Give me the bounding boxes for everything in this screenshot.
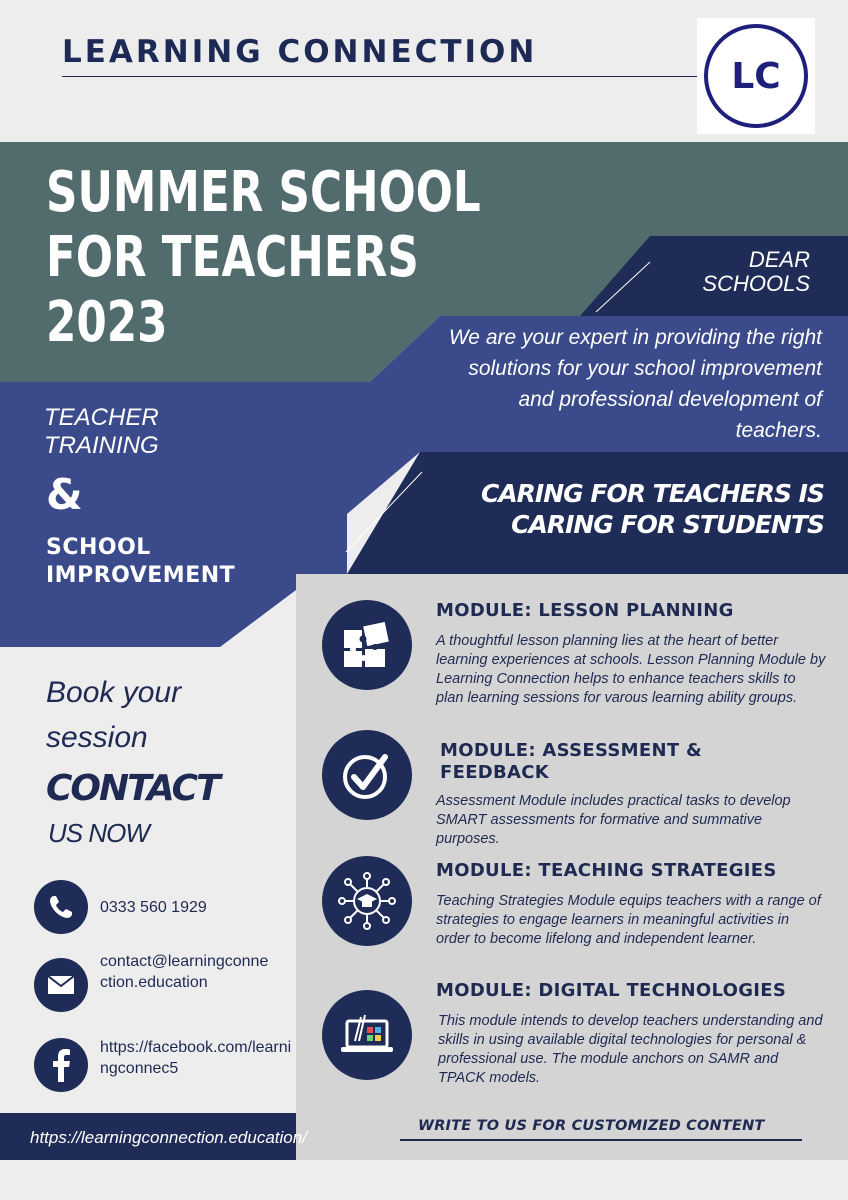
contact-heading: CONTACT xyxy=(46,768,219,809)
email-address[interactable]: contact@learningconnection.education xyxy=(100,953,269,991)
footer-underline xyxy=(400,1139,802,1141)
laptop-icon xyxy=(322,990,412,1080)
book-your-session xyxy=(46,670,286,760)
checkmark-icon xyxy=(322,730,412,820)
graduation-network-icon xyxy=(322,856,412,946)
intro-text: We are your expert in providing the right solutions for your school improvement and professional development of teachers. xyxy=(448,326,822,442)
phone-number[interactable]: 0333 560 1929 xyxy=(100,899,207,916)
hero-title xyxy=(46,160,481,355)
logo: LC xyxy=(704,24,808,128)
school-improvement-line: IMPROVEMENT xyxy=(46,563,236,588)
book-line: Book your xyxy=(46,676,182,709)
write-to-us: WRITE TO US FOR CUSTOMIZED CONTENT xyxy=(418,1118,765,1134)
school-improvement xyxy=(46,534,235,590)
module-title: MODULE: ASSESSMENT & FEEDBACK xyxy=(440,740,702,783)
module-description: Assessment Module includes practical tasks to develop SMART assessments for formative and summative purposes. xyxy=(436,793,791,847)
facebook-link[interactable]: https://facebook.com/learningconnec5 xyxy=(100,1039,292,1077)
module-title: MODULE: LESSON PLANNING xyxy=(436,600,734,621)
caring-line: CARING FOR STUDENTS xyxy=(511,510,824,539)
teacher-training xyxy=(44,404,264,460)
dear-schools xyxy=(700,248,810,296)
module-title: MODULE: TEACHING STRATEGIES xyxy=(436,860,777,881)
puzzle-icon xyxy=(322,600,412,690)
module-description: This module intends to develop teachers understanding and skills in using available digital technologies for personal & professional use. The module anchors on SAMR and TPACK models. xyxy=(438,1013,823,1086)
module-description: Teaching Strategies Module equips teachers with a range of strategies to engage learners in meaningful activities in order to become lifelong and independent learner. xyxy=(436,893,821,947)
book-line: session xyxy=(46,721,148,754)
teacher-training-line: TRAINING xyxy=(44,432,159,459)
teacher-training-line: TEACHER xyxy=(44,404,159,431)
contact-subheading: US NOW xyxy=(48,818,149,848)
hero-title-line: 2023 xyxy=(46,290,168,355)
hero-title-line: SUMMER SCHOOL xyxy=(46,160,481,225)
mail-icon xyxy=(34,958,88,1012)
dear-line: DEAR xyxy=(748,247,810,272)
school-improvement-line: SCHOOL xyxy=(46,535,151,560)
caring-slogan xyxy=(400,478,824,540)
website-url[interactable]: https://learningconnection.education/ xyxy=(30,1128,307,1147)
dear-line: SCHOOLS xyxy=(702,271,810,296)
module-description: A thoughtful lesson planning lies at the heart of better learning experiences at schools. Lesson Planning Module by Learning Connection helps to enhance teachers skills to plan learning sessions for varous learning ability groups. xyxy=(436,633,826,706)
brand-underline xyxy=(62,76,702,77)
caring-line: CARING FOR TEACHERS IS xyxy=(480,479,824,508)
hero-title-line: FOR TEACHERS xyxy=(46,225,419,290)
phone-icon xyxy=(34,880,88,934)
ampersand: & xyxy=(46,470,83,519)
facebook-icon xyxy=(34,1038,88,1092)
brand-title: LEARNING CONNECTION xyxy=(62,34,538,70)
module-title: MODULE: DIGITAL TECHNOLOGIES xyxy=(436,980,787,1001)
